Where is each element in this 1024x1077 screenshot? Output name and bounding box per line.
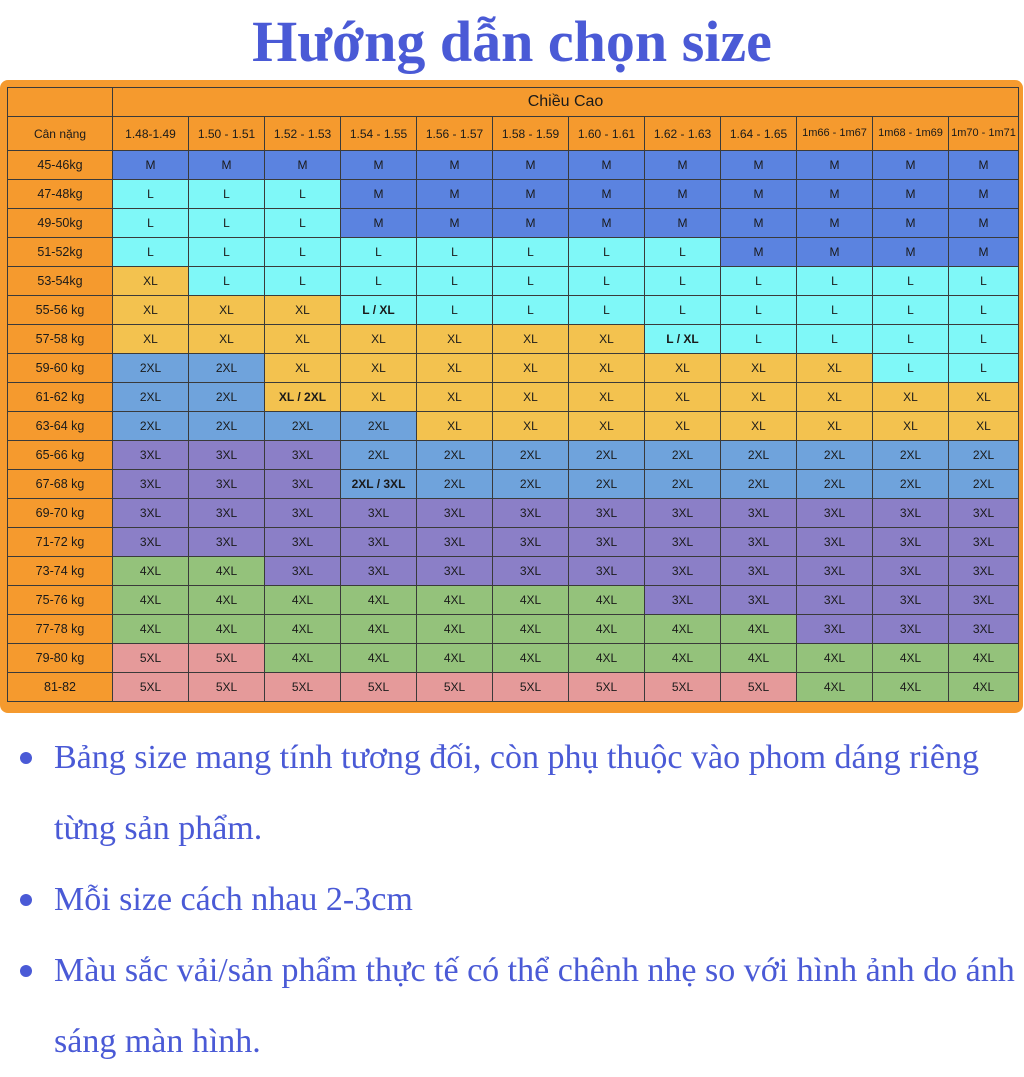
size-cell: L [341,267,417,296]
size-cell: XL [113,296,189,325]
size-chart-frame [0,80,1023,713]
size-cell: L [721,325,797,354]
weight-cell: 53-54kg [8,267,113,296]
size-cell: 2XL [113,412,189,441]
size-cell: L / XL [645,325,721,354]
size-cell: 4XL [645,644,721,673]
size-cell: 4XL [417,615,493,644]
size-cell: 3XL [113,470,189,499]
size-cell: 4XL [873,673,949,702]
size-cell: M [341,209,417,238]
size-cell: 4XL [493,615,569,644]
size-cell: XL [417,383,493,412]
weight-cell: 63-64 kg [8,412,113,441]
size-cell: 5XL [189,644,265,673]
size-cell: L [265,180,341,209]
size-cell: 2XL [949,441,1019,470]
size-cell: 3XL [797,557,873,586]
height-column-header: 1.62 - 1.63 [645,117,721,151]
size-cell: 3XL [493,528,569,557]
weight-cell: 55-56 kg [8,296,113,325]
size-cell: XL [873,412,949,441]
size-cell: XL [341,383,417,412]
size-cell: L [189,267,265,296]
notes-list [0,722,1024,1077]
table-row [8,296,1019,325]
size-cell: L [949,354,1019,383]
size-cell: M [417,209,493,238]
table-row [8,238,1019,267]
size-cell: 2XL [493,470,569,499]
size-cell: 3XL [493,499,569,528]
size-cell: M [493,180,569,209]
weight-cell: 73-74 kg [8,557,113,586]
size-cell: M [873,151,949,180]
size-cell: M [569,151,645,180]
size-cell: L [113,238,189,267]
bullet-icon [20,752,32,764]
bullet-icon [20,894,32,906]
size-cell: 2XL [417,470,493,499]
table-row [8,354,1019,383]
size-cell: 3XL [797,499,873,528]
weight-cell: 67-68 kg [8,470,113,499]
size-cell: L [569,296,645,325]
size-cell: M [949,209,1019,238]
size-cell: M [873,238,949,267]
size-cell: 3XL [569,528,645,557]
size-cell: 4XL [569,586,645,615]
table-row [8,586,1019,615]
size-cell: 5XL [493,673,569,702]
size-cell: L [189,238,265,267]
size-cell: XL [721,383,797,412]
size-cell: 3XL [189,441,265,470]
size-cell: M [341,180,417,209]
size-cell: L [417,267,493,296]
table-row [8,673,1019,702]
size-cell: 4XL [189,557,265,586]
size-cell: 3XL [265,499,341,528]
table-row [8,267,1019,296]
size-cell: 2XL / 3XL [341,470,417,499]
size-cell: 3XL [417,528,493,557]
size-cell: M [265,151,341,180]
size-cell: L [797,267,873,296]
size-cell: XL [341,354,417,383]
size-cell: 4XL [949,673,1019,702]
size-cell: 3XL [265,470,341,499]
size-cell: 4XL [189,586,265,615]
size-cell: 4XL [265,615,341,644]
size-cell: M [569,209,645,238]
size-cell: 3XL [721,528,797,557]
weight-cell: 45-46kg [8,151,113,180]
size-cell: L [797,296,873,325]
size-cell: M [949,180,1019,209]
size-cell: L [569,267,645,296]
note-text: Màu sắc vải/sản phẩm thực tế có thể chênh nhẹ so với hình ảnh do ánh sáng màn hình. [54,952,1015,1060]
weight-cell: 57-58 kg [8,325,113,354]
size-cell: XL [113,267,189,296]
weight-cell: 51-52kg [8,238,113,267]
size-cell: 2XL [949,470,1019,499]
size-cell: 2XL [341,441,417,470]
size-cell: 3XL [569,557,645,586]
size-cell: L [189,180,265,209]
size-cell: 4XL [341,615,417,644]
size-cell: 3XL [189,499,265,528]
size-cell: XL [797,412,873,441]
size-cell: L [341,238,417,267]
weight-cell: 79-80 kg [8,644,113,673]
height-column-header: 1.58 - 1.59 [493,117,569,151]
height-column-header: 1m70 - 1m71 [949,117,1019,151]
size-cell: L / XL [341,296,417,325]
size-cell: 3XL [873,586,949,615]
size-cell: 3XL [417,499,493,528]
size-cell: L [797,325,873,354]
table-row [8,528,1019,557]
size-cell: 4XL [417,644,493,673]
table-row [8,470,1019,499]
size-cell: XL [721,412,797,441]
size-cell: L [949,325,1019,354]
size-cell: XL [493,354,569,383]
bullet-icon [20,965,32,977]
note-text: Bảng size mang tính tương đối, còn phụ thuộc vào phom dáng riêng từng sản phẩm. [54,739,979,847]
size-cell: L [645,296,721,325]
height-column-header: 1.56 - 1.57 [417,117,493,151]
size-cell: L [189,209,265,238]
size-cell: 3XL [341,499,417,528]
size-cell: 3XL [721,499,797,528]
size-cell: 3XL [113,528,189,557]
size-cell: XL [341,325,417,354]
note-item [0,935,1024,1077]
size-cell: M [417,180,493,209]
size-cell: 5XL [417,673,493,702]
size-cell: L [113,180,189,209]
size-cell: L [949,267,1019,296]
size-cell: 3XL [873,499,949,528]
size-cell: 3XL [949,615,1019,644]
size-cell: 3XL [189,528,265,557]
size-cell: 3XL [797,528,873,557]
size-cell: 3XL [949,499,1019,528]
size-cell: M [949,151,1019,180]
size-cell: 2XL [645,441,721,470]
size-cell: 2XL [873,441,949,470]
size-cell: M [341,151,417,180]
size-cell: 4XL [493,644,569,673]
weight-cell: 65-66 kg [8,441,113,470]
size-cell: M [417,151,493,180]
size-cell: L [569,238,645,267]
size-cell: 3XL [417,557,493,586]
size-cell: M [873,209,949,238]
size-cell: L [873,354,949,383]
size-cell: 3XL [341,528,417,557]
height-column-header: 1.54 - 1.55 [341,117,417,151]
weight-cell: 69-70 kg [8,499,113,528]
size-cell: XL [569,354,645,383]
note-item [0,722,1024,864]
note-text: Mỗi size cách nhau 2-3cm [54,881,413,918]
height-column-header: 1.50 - 1.51 [189,117,265,151]
height-column-header: 1.52 - 1.53 [265,117,341,151]
size-cell: XL [417,412,493,441]
size-cell: M [949,238,1019,267]
size-cell: XL [645,383,721,412]
size-cell: M [797,238,873,267]
page-title: Hướng dẫn chọn size [252,9,772,74]
size-cell: XL [645,354,721,383]
size-cell: XL [417,354,493,383]
size-cell: XL [493,412,569,441]
size-cell: L [721,296,797,325]
size-cell: XL [797,383,873,412]
size-cell: XL [949,412,1019,441]
size-cell: XL [265,296,341,325]
size-cell: 3XL [189,470,265,499]
size-cell: 5XL [341,673,417,702]
size-cell: XL [949,383,1019,412]
size-cell: L [493,296,569,325]
size-cell: 3XL [493,557,569,586]
size-cell: L [949,296,1019,325]
size-cell: L [265,238,341,267]
size-cell: L [721,267,797,296]
size-cell: XL [265,325,341,354]
size-cell: XL [417,325,493,354]
table-row [8,209,1019,238]
size-cell: L [493,238,569,267]
size-cell: M [721,151,797,180]
table-row [8,383,1019,412]
table-row [8,644,1019,673]
size-cell: XL [113,325,189,354]
size-cell: M [721,209,797,238]
weight-cell: 77-78 kg [8,615,113,644]
size-cell: XL [493,383,569,412]
size-cell: L [873,325,949,354]
size-cell: 4XL [569,615,645,644]
size-cell: M [797,209,873,238]
size-cell: 4XL [949,644,1019,673]
table-row [8,557,1019,586]
size-cell: M [493,209,569,238]
size-cell: XL [265,354,341,383]
size-cell: 3XL [645,499,721,528]
size-cell: L [873,267,949,296]
size-cell: 4XL [341,586,417,615]
size-cell: 3XL [265,441,341,470]
size-cell: 5XL [265,673,341,702]
height-group-header: Chiều Cao [113,88,1019,117]
size-cell: 2XL [341,412,417,441]
size-cell: M [645,180,721,209]
size-cell: 2XL [493,441,569,470]
size-cell: 4XL [645,615,721,644]
height-column-header: 1.48-1.49 [113,117,189,151]
size-cell: 3XL [797,586,873,615]
size-cell: 4XL [797,644,873,673]
size-cell: XL [569,412,645,441]
size-cell: L [417,296,493,325]
size-cell: 2XL [797,470,873,499]
weight-cell: 75-76 kg [8,586,113,615]
weight-cell: 81-82 [8,673,113,702]
size-cell: 4XL [721,644,797,673]
table-row [8,412,1019,441]
table-row [8,441,1019,470]
size-cell: M [645,209,721,238]
size-cell: 3XL [721,586,797,615]
size-cell: 3XL [949,528,1019,557]
weight-column-header: Cân nặng [8,117,113,151]
table-row [8,151,1019,180]
size-cell: 3XL [113,441,189,470]
size-cell: L [493,267,569,296]
size-cell: 3XL [873,528,949,557]
size-cell: M [721,180,797,209]
size-cell: 4XL [341,644,417,673]
size-cell: 2XL [873,470,949,499]
size-cell: 3XL [265,528,341,557]
table-row [8,615,1019,644]
size-cell: 4XL [189,615,265,644]
size-cell: 2XL [417,441,493,470]
size-cell: 5XL [645,673,721,702]
size-cell: 2XL [265,412,341,441]
size-cell: L [265,209,341,238]
size-cell: 3XL [265,557,341,586]
size-cell: 2XL [569,470,645,499]
table-row [8,325,1019,354]
height-column-header: 1m66 - 1m67 [797,117,873,151]
note-item [0,864,1024,935]
size-cell: 2XL [189,383,265,412]
height-column-header: 1.64 - 1.65 [721,117,797,151]
size-cell: L [645,238,721,267]
size-cell: M [493,151,569,180]
size-cell: 4XL [797,673,873,702]
size-cell: M [797,151,873,180]
size-cell: 4XL [113,586,189,615]
height-column-header: 1.60 - 1.61 [569,117,645,151]
table-row [8,499,1019,528]
size-chart-table [7,87,1019,702]
weight-cell: 47-48kg [8,180,113,209]
size-cell: 4XL [493,586,569,615]
size-cell: 3XL [873,557,949,586]
table-corner [8,88,113,117]
size-cell: 2XL [721,470,797,499]
size-cell: M [645,151,721,180]
size-cell: XL [569,325,645,354]
size-cell: 3XL [645,557,721,586]
size-cell: 3XL [569,499,645,528]
size-cell: 5XL [569,673,645,702]
size-cell: 5XL [113,644,189,673]
size-cell: 4XL [113,557,189,586]
size-cell: XL [189,296,265,325]
size-cell: 2XL [189,354,265,383]
size-cell: 3XL [341,557,417,586]
weight-cell: 49-50kg [8,209,113,238]
size-cell: 3XL [721,557,797,586]
size-cell: XL [569,383,645,412]
size-cell: L [873,296,949,325]
size-cell: M [797,180,873,209]
size-cell: 4XL [265,644,341,673]
size-cell: 3XL [949,557,1019,586]
size-cell: 5XL [113,673,189,702]
weight-cell: 59-60 kg [8,354,113,383]
size-cell: M [569,180,645,209]
size-cell: 2XL [797,441,873,470]
height-column-header: 1m68 - 1m69 [873,117,949,151]
size-cell: 3XL [645,586,721,615]
size-cell: 3XL [113,499,189,528]
size-cell: 4XL [721,615,797,644]
table-row [8,180,1019,209]
size-cell: 3XL [645,528,721,557]
size-cell: XL [189,325,265,354]
size-cell: 3XL [949,586,1019,615]
size-cell: 3XL [873,615,949,644]
size-cell: 2XL [189,412,265,441]
size-cell: 5XL [189,673,265,702]
size-cell: 4XL [265,586,341,615]
size-cell: 4XL [113,615,189,644]
size-cell: 4XL [417,586,493,615]
size-cell: M [189,151,265,180]
size-cell: 2XL [569,441,645,470]
size-cell: M [873,180,949,209]
size-cell: L [417,238,493,267]
size-cell: L [113,209,189,238]
size-cell: 4XL [873,644,949,673]
size-cell: XL [797,354,873,383]
size-cell: 2XL [113,354,189,383]
size-cell: XL [873,383,949,412]
size-cell: XL [645,412,721,441]
size-cell: 5XL [721,673,797,702]
size-cell: 3XL [797,615,873,644]
size-cell: XL [493,325,569,354]
size-cell: 2XL [721,441,797,470]
size-cell: L [645,267,721,296]
size-cell: 2XL [645,470,721,499]
weight-cell: 61-62 kg [8,383,113,412]
weight-cell: 71-72 kg [8,528,113,557]
size-cell: M [113,151,189,180]
size-cell: XL [721,354,797,383]
size-cell: L [265,267,341,296]
size-cell: XL / 2XL [265,383,341,412]
size-cell: 4XL [569,644,645,673]
size-cell: M [721,238,797,267]
size-cell: 2XL [113,383,189,412]
